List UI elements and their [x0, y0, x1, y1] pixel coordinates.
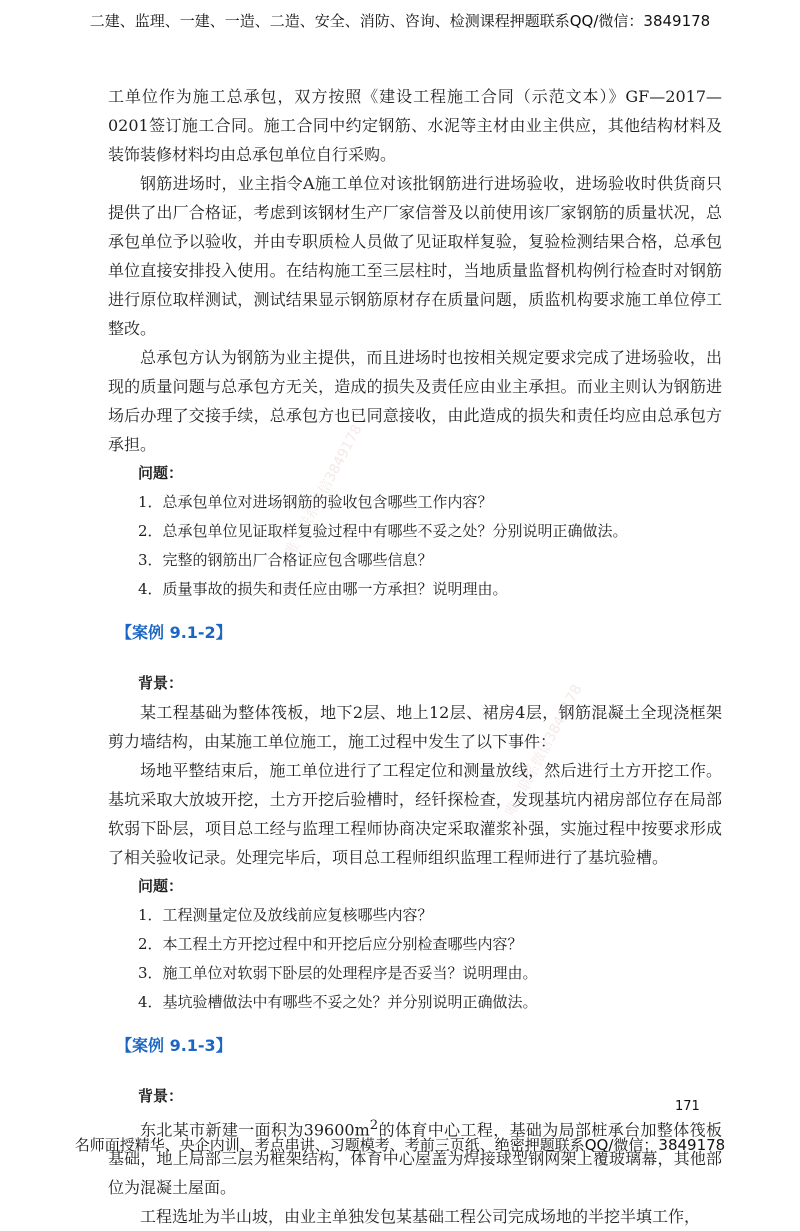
- case-heading: 【案例 9.1-2】: [116, 623, 232, 642]
- paragraph-text: 的体育中心工程，基础为局部桩承台加整体筏板基础，地上局部三层为框架结构，体育中心屋盖为焊接球型钢网架上覆玻璃幕，其他部位为混凝土屋面。: [108, 1120, 722, 1198]
- background-label: 背景：: [138, 674, 184, 692]
- paragraph: 场地平整结束后，施工单位进行了工程定位和测量放线，然后进行土方开挖工作。基坑采取大放坡开挖，土方开挖后验槽时，经钎探检查，发现基坑内裙房部位存在局部软弱下卧层，项目总工经与监理工程师协商决定采取灌浆补强，实施过程中按要求形成了相关验收记录。处理完毕后，项目总工程师组织监理工程师进行了基坑验槽。: [108, 761, 722, 867]
- question-item: 3．施工单位对软弱下卧层的处理程序是否妥当？说明理由。: [138, 964, 538, 982]
- case-heading: 【案例 9.1-3】: [116, 1036, 232, 1055]
- paragraph: 某工程基础为整体筏板，地下2层、地上12层、裙房4层，钢筋混凝土全现浇框架剪力墙结构，由某施工单位施工，施工过程中发生了以下事件：: [108, 703, 722, 751]
- paragraph: 总承包方认为钢筋为业主提供，而且进场时也按相关规定要求完成了进场验收，出现的质量问题与总承包方无关，造成的损失及责任应由业主承担。而业主则认为钢筋进场后办理了交接手续，总承包方也已同意接收，由此造成的损失和责任均应由总承包方承担。: [108, 348, 722, 454]
- question-item: 2．本工程土方开挖过程中和开挖后应分别检查哪些内容？: [138, 935, 523, 953]
- page-content: [108, 82, 722, 1231]
- paragraph: 钢筋进场时，业主指令A施工单位对该批钢筋进行进场验收，进场验收时供货商只提供了出厂合格证，考虑到该钢材生产厂家信誉及以前使用该厂家钢筋的质量状况，总承包单位予以验收，并由专职质检人员做了见证取样复验，复验检测结果合格，总承包单位直接安排投入使用。在结构施工至三层柱时，当地质量监督机构例行检查时对钢筋进行原位取样测试，测试结果显示钢筋原材存在质量问题，质监机构要求施工单位停工整改。: [108, 174, 722, 338]
- paragraph: 工单位作为施工总承包，双方按照《建设工程施工合同（示范文本）》GF—2017—0201签订施工合同。施工合同中约定钢筋、水泥等主材由业主供应，其他结构材料及装饰装修材料均由总承包单位自行采购。: [108, 87, 722, 164]
- paragraph: 工程选址为半山坡，由业主单独发包某基础工程公司完成场地的半挖半填工作，: [140, 1207, 701, 1227]
- paragraph-text: 东北某市新建一面积为39600m: [140, 1120, 370, 1140]
- questions-label: 问题：: [138, 877, 184, 895]
- question-item: 3．完整的钢筋出厂合格证应包含哪些信息？: [138, 551, 433, 569]
- question-item: 4．质量事故的损失和责任应由哪一方承担？说明理由。: [138, 580, 508, 598]
- question-item: 1．总承包单位对进场钢筋的验收包含哪些工作内容？: [138, 493, 493, 511]
- question-item: 4．基坑验槽做法中有哪些不妥之处？并分别说明正确做法。: [138, 993, 538, 1011]
- paragraph: [108, 1111, 722, 1202]
- page-number: 171: [675, 1099, 700, 1114]
- footer-banner: 名师面授精华、央企内训、考点串讲、习题模考、考前三页纸、绝密押题联系QQ/微信：3849178: [74, 1136, 726, 1154]
- header-banner: 二建、监理、一建、一造、二造、安全、消防、咨询、检测课程押题联系QQ/微信：3849178: [89, 12, 711, 30]
- background-label: 背景：: [138, 1087, 184, 1105]
- watermark: 唯一联系微信3849178: [282, 422, 366, 559]
- question-item: 1．工程测量定位及放线前应复核哪些内容？: [138, 906, 433, 924]
- question-item: 2．总承包单位见证取样复验过程中有哪些不妥之处？分别说明正确做法。: [138, 522, 628, 540]
- questions-label: 问题：: [138, 464, 184, 482]
- superscript: 2: [369, 1118, 379, 1133]
- watermark: 唯一联系微信3849178: [502, 682, 586, 819]
